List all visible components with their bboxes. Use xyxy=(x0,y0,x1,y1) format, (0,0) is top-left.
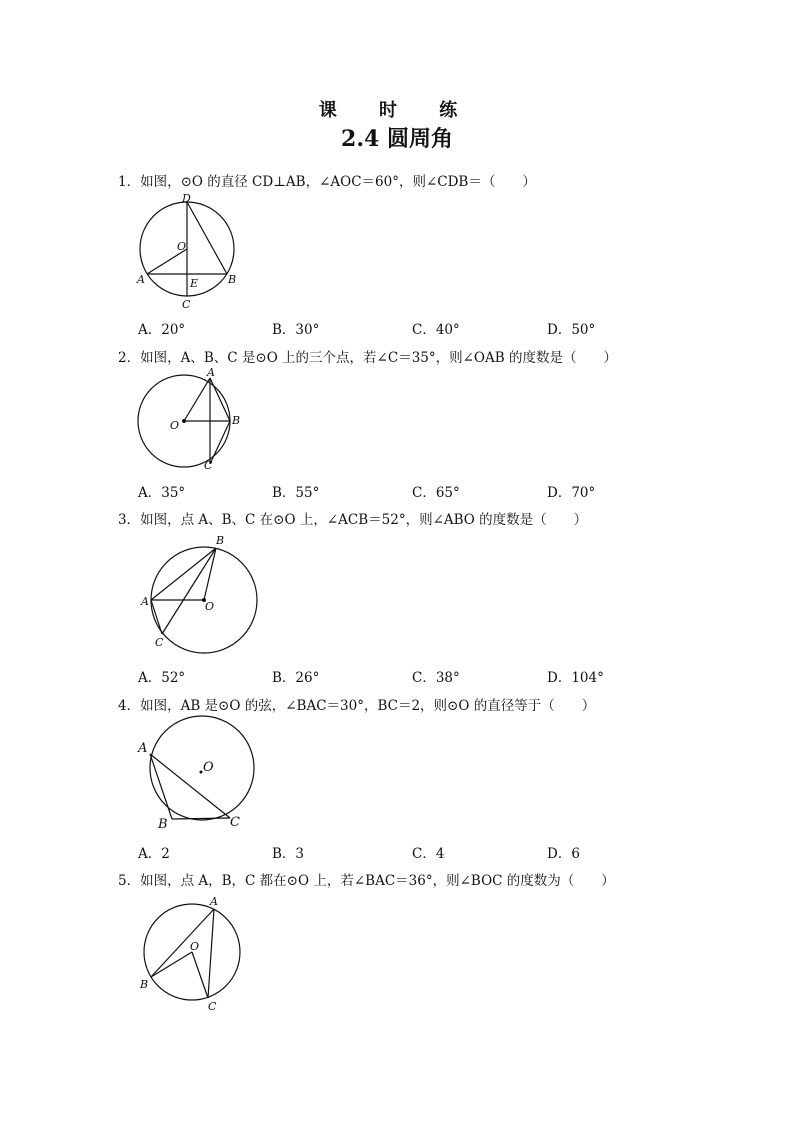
q2-option-b: B．55° xyxy=(272,485,320,501)
q2-option-d: D．70° xyxy=(547,485,596,501)
label-c: C xyxy=(230,815,240,830)
chord-ab xyxy=(151,909,214,977)
q4-option-c: C．4 xyxy=(412,846,445,862)
question-5-figure xyxy=(136,892,256,1017)
question-1-figure xyxy=(130,192,250,312)
q1-option-d: D．50° xyxy=(547,322,596,338)
q4-option-b: B．3 xyxy=(272,846,305,862)
chord-ac xyxy=(150,754,230,818)
question-4-figure xyxy=(134,716,264,836)
q1-option-c: C．40° xyxy=(412,322,460,338)
label-o: O xyxy=(203,760,214,775)
q3-option-b: B．26° xyxy=(272,670,320,686)
q1-option-a: A．20° xyxy=(138,322,186,338)
question-3-figure xyxy=(138,532,268,652)
label-a: A xyxy=(207,366,215,379)
question-5-text: 5．如图，点 A，B，C 都在⊙O 上，若∠BAC＝36°，则∠BOC 的度数为（ ） xyxy=(118,873,615,889)
label-c: C xyxy=(204,459,213,472)
chord-ac xyxy=(151,600,162,634)
question-3-text: 3．如图，点 A、B、C 在⊙O 上，∠ACB＝52°，则∠ABO 的度数是（ ） xyxy=(118,512,588,528)
q3-option-c: C．38° xyxy=(412,670,460,686)
question-4-text: 4．如图，AB 是⊙O 的弦，∠BAC＝30°，BC＝2，则⊙O 的直径等于（ ） xyxy=(118,698,596,714)
label-b: B xyxy=(158,817,168,832)
chord-bc xyxy=(172,818,230,819)
segment-oc xyxy=(192,952,208,998)
q3-option-d: D．104° xyxy=(547,670,604,686)
label-b: B xyxy=(228,273,237,286)
label-c: C xyxy=(182,298,191,311)
question-1-text: 1．如图，⊙O 的直径 CD⊥AB，∠AOC＝60°，则∠CDB＝（ ） xyxy=(118,174,536,190)
label-b: B xyxy=(140,978,149,991)
circle-o xyxy=(150,716,254,820)
q4-option-d: D．6 xyxy=(547,846,580,862)
segment-oa xyxy=(184,378,210,421)
label-b: B xyxy=(216,534,225,547)
label-d: D xyxy=(182,192,191,205)
segment-db xyxy=(187,202,227,274)
question-2-text: 2．如图，A、B、C 是⊙O 上的三个点，若∠C＝35°，则∠OAB 的度数是（ ） xyxy=(118,350,617,366)
label-e: E xyxy=(190,277,199,290)
chord-bc xyxy=(210,421,230,464)
question-2-figure xyxy=(130,366,250,476)
label-o: O xyxy=(190,940,200,953)
label-a: A xyxy=(137,273,145,286)
q2-option-c: C．65° xyxy=(412,485,460,501)
label-b: B xyxy=(232,414,241,427)
chord-ab xyxy=(210,378,230,421)
label-o: O xyxy=(170,419,180,432)
label-o: O xyxy=(205,600,215,613)
chord-ac xyxy=(208,909,214,998)
chord-bc xyxy=(162,548,216,634)
label-o: O xyxy=(177,240,187,253)
q4-option-a: A．2 xyxy=(138,846,170,862)
label-c: C xyxy=(155,636,164,649)
q3-option-a: A．52° xyxy=(138,670,186,686)
label-a: A xyxy=(210,895,218,908)
q1-option-b: B．30° xyxy=(272,322,320,338)
lesson-title: 2.4 圆周角 xyxy=(341,126,453,152)
center-dot xyxy=(182,419,186,423)
worksheet-heading: 课 时 练 xyxy=(318,100,476,121)
label-a: A xyxy=(141,595,149,608)
label-a: A xyxy=(138,741,148,756)
label-c: C xyxy=(208,1000,217,1013)
q2-option-a: A．35° xyxy=(138,485,186,501)
